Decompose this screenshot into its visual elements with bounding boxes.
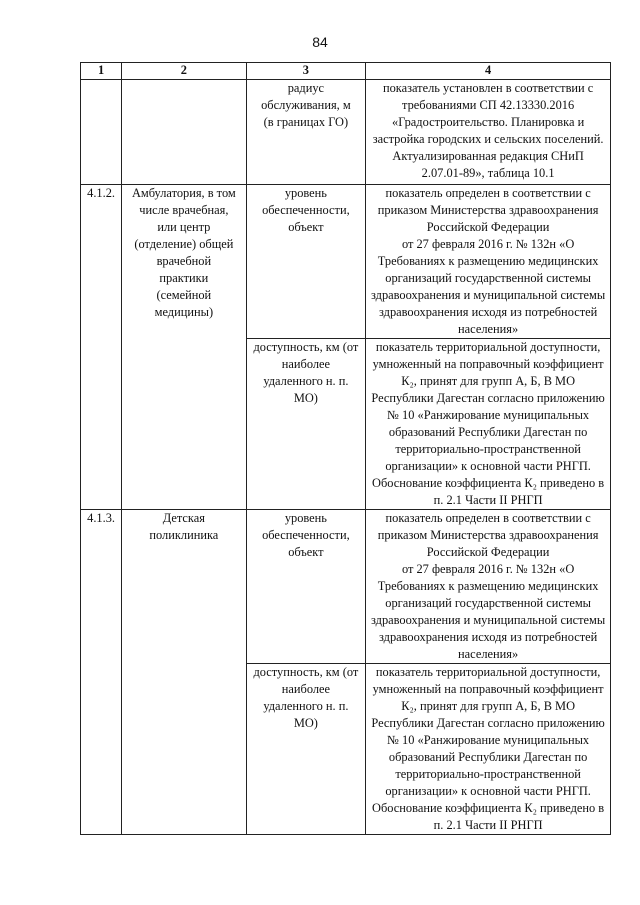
text-line: от 27 февраля 2016 г. № 132н «О: [401, 562, 575, 576]
text-line: обеспеченности,: [262, 528, 350, 542]
text-line: показатель территориальной доступности,: [375, 665, 601, 679]
text-line: удаленного н. п.: [263, 374, 349, 388]
text-line: № 10 «Ранжирование муниципальных: [387, 408, 590, 422]
comment-cell: [366, 185, 611, 339]
text-line: МО): [293, 391, 318, 405]
text-line: умноженный на поправочный коэффициент: [372, 682, 604, 696]
item-number-cell: [81, 80, 122, 185]
facility-name-cell: [122, 185, 246, 510]
indicator-cell: [246, 510, 366, 664]
text-line: (отделение) общей: [134, 237, 234, 251]
text-line: Амбулатория, в том: [131, 186, 236, 200]
text-line: поликлиника: [149, 528, 219, 542]
text-line: Требованиях к размещению медицинских: [377, 254, 599, 268]
text-line: приказом Министерства здравоохранения: [377, 203, 599, 217]
text-line: Обоснование коэффициента К₂ приведено в: [372, 476, 605, 490]
item-number-cell: 4.1.2.: [81, 185, 122, 510]
table-row: [81, 185, 611, 339]
text-line: врачебной: [156, 254, 212, 268]
comment-cell: [366, 339, 611, 510]
text-line: организации» к основной части РНГП.: [385, 784, 591, 798]
text-line: показатель территориальной доступности,: [375, 340, 601, 354]
text-line: 2.07.01-89», таблица 10.1: [421, 166, 555, 180]
item-number-cell: 4.1.3.: [81, 510, 122, 835]
text-line: Российской Федерации: [426, 545, 550, 559]
text-line: удаленного н. п.: [263, 699, 349, 713]
text-line: здравоохранения и муниципальной системы: [371, 613, 606, 627]
column-header: 1: [81, 63, 122, 80]
text-line: требованиями СП 42.13330.2016: [402, 98, 575, 112]
text-line: образований Республики Дагестан по: [388, 425, 588, 439]
text-line: наиболее: [281, 357, 331, 371]
column-header: 2: [122, 63, 246, 80]
text-line: обслуживания, м: [261, 98, 351, 112]
comment-cell: [366, 664, 611, 835]
comment-cell: [366, 510, 611, 664]
text-line: Детская: [162, 511, 205, 525]
text-line: территориально-пространственной: [395, 767, 581, 781]
column-header: 4: [366, 63, 611, 80]
text-line: здравоохранения исходя из потребностей: [378, 630, 598, 644]
text-line: умноженный на поправочный коэффициент: [372, 357, 604, 371]
page-number: 84: [312, 34, 328, 50]
indicator-cell: [246, 185, 366, 339]
text-line: организации» к основной части РНГП.: [385, 459, 591, 473]
table-row: [81, 80, 611, 185]
column-header: 3: [246, 63, 366, 80]
text-line: К₂, принят для групп А, Б, В МО: [401, 699, 576, 713]
text-line: Актуализированная редакция СНиП: [392, 149, 584, 163]
text-line: п. 2.1 Части II РНГП: [433, 493, 543, 507]
indicator-cell: [246, 664, 366, 835]
text-line: или центр: [157, 220, 211, 234]
text-line: Республики Дагестан согласно приложению: [371, 391, 605, 405]
text-line: (в границах ГО): [263, 115, 349, 129]
text-line: медицины): [154, 305, 214, 319]
text-line: от 27 февраля 2016 г. № 132н «О: [401, 237, 575, 251]
facility-name-cell: [122, 510, 246, 835]
text-line: объект: [288, 220, 324, 234]
text-line: радиус: [287, 81, 325, 95]
text-line: «Градостроительство. Планировка и: [392, 115, 585, 129]
text-line: образований Республики Дагестан по: [388, 750, 588, 764]
text-line: К₂, принят для групп А, Б, В МО: [401, 374, 576, 388]
text-line: МО): [293, 716, 318, 730]
table-header-row: [81, 63, 611, 80]
text-line: организаций государственной системы: [385, 271, 591, 285]
text-line: доступность, км (от: [253, 340, 359, 354]
text-line: обеспеченности,: [262, 203, 350, 217]
text-line: числе врачебная,: [139, 203, 229, 217]
indicator-cell: [246, 80, 366, 185]
text-line: доступность, км (от: [253, 665, 359, 679]
text-line: наиболее: [281, 682, 331, 696]
text-line: приказом Министерства здравоохранения: [377, 528, 599, 542]
comment-cell: [366, 80, 611, 185]
text-line: Российской Федерации: [426, 220, 550, 234]
text-line: Республики Дагестан согласно приложению: [371, 716, 605, 730]
text-line: показатель установлен в соответствии с: [382, 81, 594, 95]
text-line: (семейной: [156, 288, 212, 302]
text-line: территориально-пространственной: [395, 442, 581, 456]
text-line: объект: [288, 545, 324, 559]
text-line: населения»: [458, 322, 519, 336]
text-line: Обоснование коэффициента К₂ приведено в: [372, 801, 605, 815]
text-line: здравоохранения и муниципальной системы: [371, 288, 606, 302]
norms-table: [80, 62, 611, 835]
table-row: [81, 510, 611, 664]
facility-name-cell: [122, 80, 246, 185]
text-line: уровень: [284, 186, 327, 200]
text-line: № 10 «Ранжирование муниципальных: [387, 733, 590, 747]
text-line: Требованиях к размещению медицинских: [377, 579, 599, 593]
text-line: п. 2.1 Части II РНГП: [433, 818, 543, 832]
text-line: здравоохранения исходя из потребностей: [378, 305, 598, 319]
text-line: уровень: [284, 511, 327, 525]
indicator-cell: [246, 339, 366, 510]
text-line: населения»: [458, 647, 519, 661]
text-line: застройка городских и сельских поселений.: [372, 132, 604, 146]
text-line: практики: [159, 271, 209, 285]
text-line: показатель определен в соответствии с: [385, 511, 591, 525]
text-line: показатель определен в соответствии с: [385, 186, 591, 200]
text-line: организаций государственной системы: [385, 596, 591, 610]
